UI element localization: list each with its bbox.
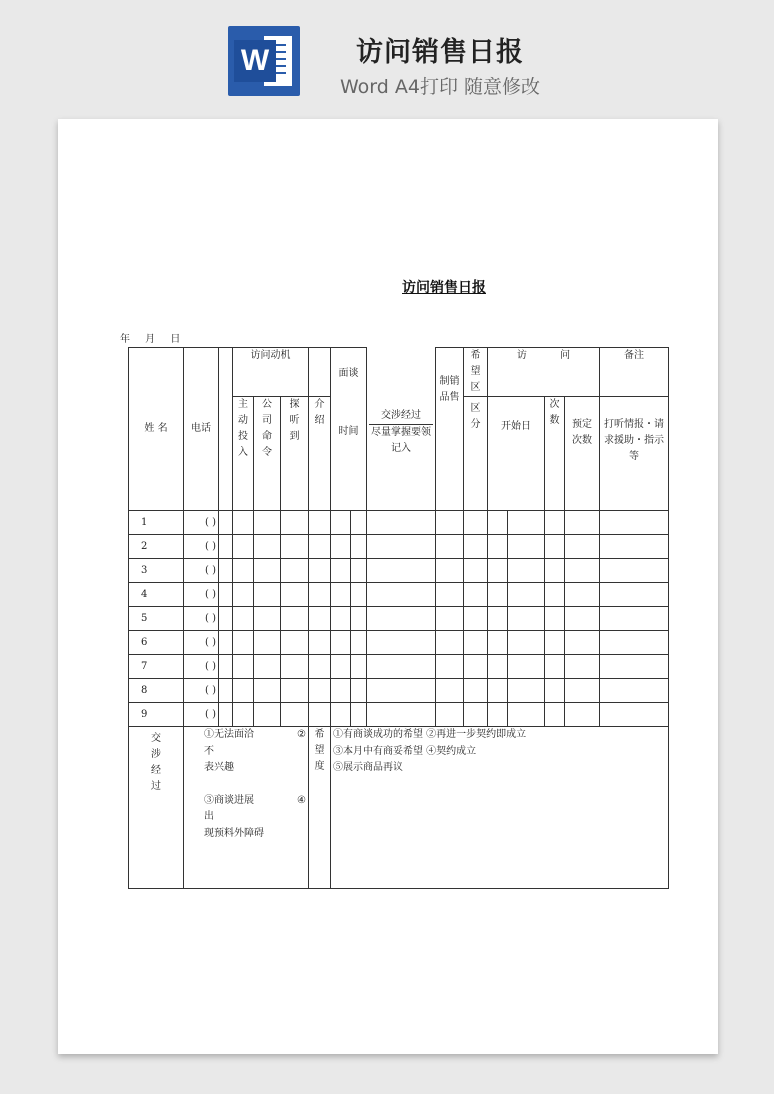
table-cell[interactable] <box>351 703 367 727</box>
table-cell[interactable] <box>367 655 436 679</box>
table-cell[interactable] <box>309 583 331 607</box>
table-cell[interactable] <box>565 607 600 631</box>
document-page <box>58 119 718 1054</box>
table-cell[interactable] <box>600 679 669 703</box>
row-number: 3 <box>129 559 184 583</box>
table-cell[interactable] <box>233 607 254 631</box>
table-cell[interactable] <box>464 607 488 631</box>
footer-left-items <box>184 727 309 889</box>
table-cell[interactable] <box>488 631 508 655</box>
table-row <box>129 679 669 703</box>
table-cell[interactable] <box>367 559 436 583</box>
row-number: 7 <box>129 655 184 679</box>
header-start-date: 开始日 <box>488 397 545 511</box>
table-cell[interactable] <box>219 703 233 727</box>
footer-item-b: 表兴趣 <box>204 762 234 773</box>
table-cell[interactable] <box>508 607 545 631</box>
table-row <box>129 703 669 727</box>
table-cell[interactable] <box>488 655 508 679</box>
phone-cell[interactable]: ( ) <box>184 679 219 703</box>
footer-right-line: ③本月中有商妥希望 ④契约成立 <box>333 745 477 757</box>
table-cell[interactable] <box>436 511 464 535</box>
table-cell[interactable] <box>219 607 233 631</box>
table-cell[interactable] <box>331 655 351 679</box>
phone-cell[interactable]: ( ) <box>184 559 219 583</box>
table-cell[interactable] <box>254 631 281 655</box>
table-cell[interactable] <box>367 631 436 655</box>
table-cell[interactable] <box>254 607 281 631</box>
table-cell[interactable] <box>367 583 436 607</box>
table-cell[interactable] <box>254 583 281 607</box>
table-cell[interactable] <box>565 655 600 679</box>
table-cell[interactable] <box>281 703 309 727</box>
table-row <box>129 511 669 535</box>
table-cell[interactable] <box>545 559 565 583</box>
banner-header <box>0 0 774 110</box>
table-cell[interactable] <box>565 559 600 583</box>
table-row <box>129 655 669 679</box>
table-cell[interactable] <box>331 583 351 607</box>
table-cell[interactable] <box>233 631 254 655</box>
table-cell[interactable] <box>219 631 233 655</box>
row-number: 8 <box>129 679 184 703</box>
table-cell[interactable] <box>233 679 254 703</box>
header-visit-motive: 访问动机 <box>233 348 309 397</box>
table-cell[interactable] <box>600 607 669 631</box>
table-cell[interactable] <box>508 631 545 655</box>
table-cell[interactable] <box>488 703 508 727</box>
table-cell[interactable] <box>488 607 508 631</box>
table-cell[interactable] <box>508 703 545 727</box>
table-cell[interactable] <box>545 511 565 535</box>
table-cell[interactable] <box>309 607 331 631</box>
table-cell[interactable] <box>565 703 600 727</box>
table-cell[interactable] <box>309 703 331 727</box>
table-cell[interactable] <box>254 511 281 535</box>
table-cell[interactable] <box>436 535 464 559</box>
table-cell[interactable] <box>600 535 669 559</box>
table-cell[interactable] <box>565 511 600 535</box>
table-row <box>129 607 669 631</box>
table-cell[interactable] <box>436 607 464 631</box>
table-cell[interactable] <box>281 655 309 679</box>
footer-item-a: ①无法面洽 ② <box>204 729 306 740</box>
phone-cell[interactable]: ( ) <box>184 655 219 679</box>
table-cell[interactable] <box>309 655 331 679</box>
table-cell[interactable] <box>219 559 233 583</box>
table-cell[interactable] <box>254 559 281 583</box>
header-negotiation: 交涉经过 尽量掌握要领记入 <box>367 348 436 511</box>
phone-cell[interactable]: ( ) <box>184 511 219 535</box>
header-motive-active: 主动投入 <box>233 397 254 511</box>
header-product: 制销品售 <box>436 348 464 511</box>
phone-cell[interactable]: ( ) <box>184 703 219 727</box>
banner-subtitle: Word A4打印 随意修改 <box>339 76 540 98</box>
header-count: 次数 <box>545 397 565 511</box>
footer-hope-label: 希望度 <box>309 727 331 889</box>
table-cell[interactable] <box>367 511 436 535</box>
table-cell[interactable] <box>219 511 233 535</box>
table-row <box>129 559 669 583</box>
document-title: 访问销售日报 <box>402 280 486 296</box>
row-number: 2 <box>129 535 184 559</box>
table-cell[interactable] <box>281 631 309 655</box>
table-cell[interactable] <box>351 559 367 583</box>
table-cell[interactable] <box>545 631 565 655</box>
table-cell[interactable] <box>436 583 464 607</box>
table-cell[interactable] <box>464 655 488 679</box>
header-motive-heard: 探听到 <box>281 397 309 511</box>
table-cell[interactable] <box>545 679 565 703</box>
table-cell[interactable] <box>351 679 367 703</box>
row-number: 9 <box>129 703 184 727</box>
table-cell[interactable] <box>464 679 488 703</box>
banner-title: 访问销售日报 <box>356 37 524 68</box>
header-name: 姓 名 <box>129 348 184 511</box>
table-cell[interactable] <box>233 511 254 535</box>
row-number: 4 <box>129 583 184 607</box>
table-cell[interactable] <box>436 559 464 583</box>
table-cell[interactable] <box>508 535 545 559</box>
footer-item-c: ③商谈进展 ④ <box>204 794 306 806</box>
table-cell[interactable] <box>367 703 436 727</box>
table-row <box>129 631 669 655</box>
header-remarks-note: 打听情报・请求援助・指示等 <box>600 397 669 511</box>
table-cell[interactable] <box>281 583 309 607</box>
table-cell[interactable] <box>436 703 464 727</box>
footer-right-line: ①有商谈成功的希望 ②再进一步契约即成立 <box>333 729 527 740</box>
word-letter: W <box>234 40 276 82</box>
table-cell[interactable] <box>436 679 464 703</box>
table-cell[interactable] <box>281 607 309 631</box>
table-cell[interactable] <box>436 631 464 655</box>
table-cell[interactable] <box>254 679 281 703</box>
table-cell[interactable] <box>565 535 600 559</box>
table-cell[interactable] <box>281 679 309 703</box>
header-planned: 预定次数 <box>565 397 600 511</box>
table-cell[interactable] <box>488 535 508 559</box>
date-line: 年 月 日 <box>120 334 181 345</box>
table-cell[interactable] <box>545 703 565 727</box>
header-phone: 电话 <box>184 348 219 511</box>
table-cell[interactable] <box>545 655 565 679</box>
table-cell[interactable] <box>600 655 669 679</box>
footer-item-a-cont: 不 <box>204 745 214 757</box>
table-cell[interactable] <box>219 655 233 679</box>
table-cell[interactable] <box>464 631 488 655</box>
table-cell[interactable] <box>545 583 565 607</box>
table-cell[interactable] <box>565 631 600 655</box>
table-cell[interactable] <box>508 511 545 535</box>
table-cell[interactable] <box>233 535 254 559</box>
footer-label: 交涉经过 <box>129 727 184 889</box>
table-cell[interactable] <box>351 583 367 607</box>
table-cell[interactable] <box>508 655 545 679</box>
table-row <box>129 535 669 559</box>
footer-right-line: ⑤展示商品再议 <box>333 762 403 773</box>
table-row <box>129 583 669 607</box>
table-cell[interactable] <box>233 583 254 607</box>
table-cell[interactable] <box>508 559 545 583</box>
table-cell[interactable] <box>367 535 436 559</box>
table-cell[interactable] <box>331 511 351 535</box>
table-cell[interactable] <box>331 559 351 583</box>
table-cell[interactable] <box>600 559 669 583</box>
table-cell[interactable] <box>488 511 508 535</box>
table-cell[interactable] <box>331 703 351 727</box>
footer-item-d: 现预料外障碍 <box>204 827 264 839</box>
phone-cell[interactable]: ( ) <box>184 583 219 607</box>
table-cell[interactable] <box>233 703 254 727</box>
table-cell[interactable] <box>464 511 488 535</box>
phone-cell[interactable]: ( ) <box>184 631 219 655</box>
footer-item-c-cont: 出 <box>204 811 214 822</box>
row-number: 1 <box>129 511 184 535</box>
table-cell[interactable] <box>508 679 545 703</box>
table-cell[interactable] <box>545 535 565 559</box>
table-cell[interactable] <box>436 655 464 679</box>
table-cell[interactable] <box>565 583 600 607</box>
sales-report-table <box>128 347 669 889</box>
table-cell[interactable] <box>281 535 309 559</box>
table-cell[interactable] <box>367 679 436 703</box>
table-cell[interactable] <box>331 679 351 703</box>
header-division: 区分 <box>464 397 488 511</box>
row-number: 6 <box>129 631 184 655</box>
table-cell[interactable] <box>309 679 331 703</box>
footer-right-items <box>331 727 669 889</box>
header-motive-company: 公司命令 <box>254 397 281 511</box>
table-cell[interactable] <box>508 583 545 607</box>
table-cell[interactable] <box>219 535 233 559</box>
data-rows <box>129 511 669 727</box>
table-cell[interactable] <box>219 679 233 703</box>
table-cell[interactable] <box>464 703 488 727</box>
table-cell[interactable] <box>464 535 488 559</box>
table-cell[interactable] <box>254 703 281 727</box>
table-cell[interactable] <box>488 583 508 607</box>
table-cell[interactable] <box>281 511 309 535</box>
row-number: 5 <box>129 607 184 631</box>
table-cell[interactable] <box>351 631 367 655</box>
table-cell[interactable] <box>331 631 351 655</box>
table-cell[interactable] <box>309 535 331 559</box>
phone-cell[interactable]: ( ) <box>184 535 219 559</box>
table-cell[interactable] <box>565 679 600 703</box>
table-cell[interactable] <box>600 703 669 727</box>
table-cell[interactable] <box>219 583 233 607</box>
table-cell[interactable] <box>281 559 309 583</box>
table-cell[interactable] <box>464 583 488 607</box>
table-cell[interactable] <box>464 559 488 583</box>
table-cell[interactable] <box>351 535 367 559</box>
table-cell[interactable] <box>488 559 508 583</box>
table-cell[interactable] <box>367 607 436 631</box>
header-meeting-time: 面谈 时间 <box>331 348 367 511</box>
header-motive-intro: 介绍 <box>309 397 331 511</box>
table-cell[interactable] <box>233 559 254 583</box>
table-cell[interactable] <box>309 559 331 583</box>
table-cell[interactable] <box>351 607 367 631</box>
table-cell[interactable] <box>309 511 331 535</box>
table-cell[interactable] <box>488 679 508 703</box>
table-cell[interactable] <box>331 535 351 559</box>
table-cell[interactable] <box>331 607 351 631</box>
table-cell[interactable] <box>309 631 331 655</box>
table-cell[interactable] <box>600 583 669 607</box>
table-cell[interactable] <box>600 511 669 535</box>
table-cell[interactable] <box>351 511 367 535</box>
table-cell[interactable] <box>233 655 254 679</box>
table-cell[interactable] <box>254 655 281 679</box>
table-cell[interactable] <box>254 535 281 559</box>
phone-cell[interactable]: ( ) <box>184 607 219 631</box>
table-cell[interactable] <box>600 631 669 655</box>
header-remarks: 备注 <box>600 348 669 397</box>
table-cell[interactable] <box>351 655 367 679</box>
header-hope: 希望区 <box>464 348 488 397</box>
table-cell[interactable] <box>545 607 565 631</box>
header-visit: 访 问 <box>488 348 600 397</box>
word-app-icon <box>228 26 300 96</box>
